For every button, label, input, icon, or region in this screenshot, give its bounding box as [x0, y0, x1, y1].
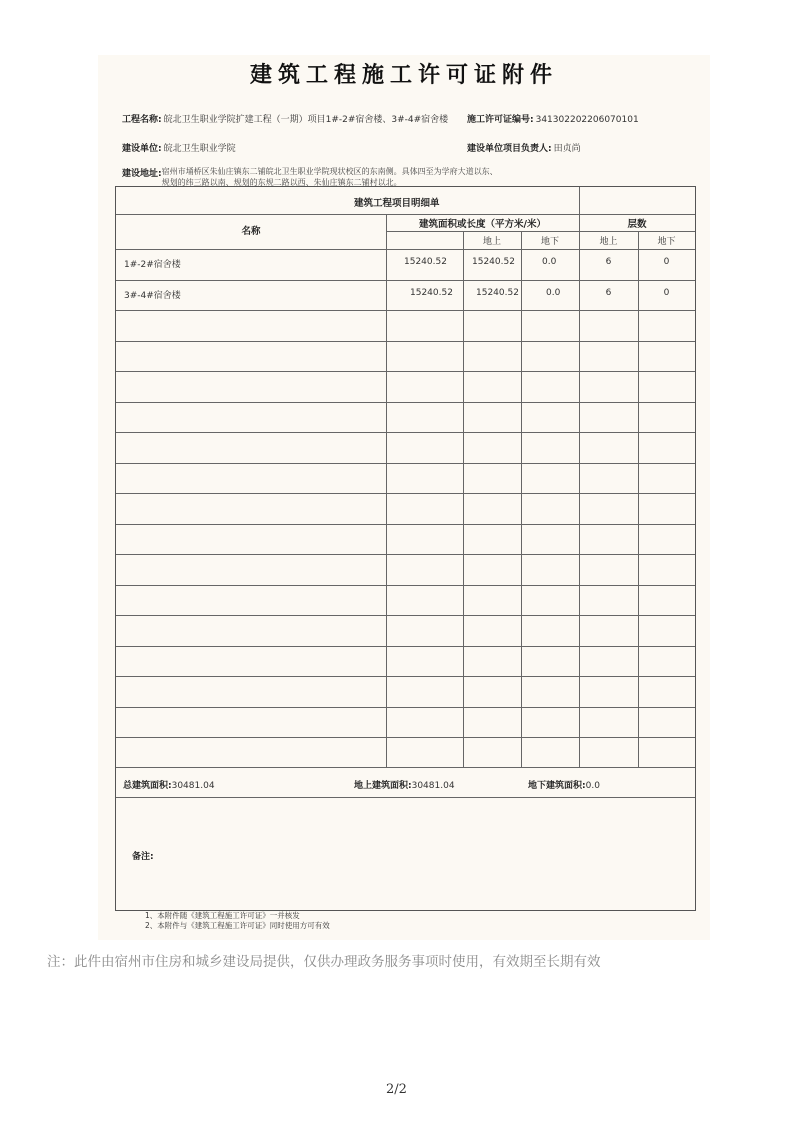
grid-line: [116, 615, 695, 616]
below-area: [528, 778, 600, 791]
grid-line: [116, 463, 695, 464]
total-area: [123, 778, 215, 791]
row1-name: 1#-2#宿舍楼: [124, 260, 181, 270]
address-value: 宿州市埇桥区朱仙庄镇东二铺皖北卫生职业学院现状校区的东南侧。具体四至为学府大道以东、规划的纬三路以南、规划的东规二路以西、朱仙庄镇东二铺村以北。: [161, 167, 498, 187]
grid-line: [116, 493, 695, 494]
grid-line: [116, 249, 695, 250]
row2-floors-above: 6: [605, 288, 612, 298]
grid-line: [116, 554, 695, 555]
total-area-label: 总建筑面积:: [123, 781, 172, 791]
grid-line: [463, 231, 464, 767]
address-label: 建设地址:: [122, 169, 162, 179]
total-area-value: 30481.04: [171, 781, 215, 791]
header-area: 建筑面积或长度（平方米/米）: [419, 219, 546, 230]
builder-label: 建设单位:: [122, 144, 162, 154]
document-title: 建筑工程施工许可证附件: [249, 62, 558, 88]
row1-total: 15240.52: [404, 257, 447, 267]
grid-line: [116, 646, 695, 647]
grid-line: [116, 676, 695, 677]
grid-line: [116, 310, 695, 311]
grid-line: [116, 585, 695, 586]
grid-line: [638, 231, 639, 767]
note-2: 2、本附件与《建筑工程施工许可证》同时使用方可有效: [145, 921, 330, 930]
permit-number-label: 施工许可证编号:: [467, 115, 534, 125]
grid-line: [116, 767, 695, 768]
above-area: [354, 778, 455, 791]
grid-line: [579, 187, 580, 767]
permit-number-value: 341302202206070101: [535, 115, 639, 125]
above-area-label: 地上建筑面积:: [354, 781, 412, 791]
grid-line: [116, 341, 695, 342]
grid-line: [116, 214, 695, 215]
grid-line: [116, 524, 695, 525]
builder-field: [122, 141, 236, 154]
above-area-value: 30481.04: [411, 781, 455, 791]
grid-line: [521, 231, 522, 767]
row2-below: 0.0: [546, 288, 561, 298]
grid-line: [116, 280, 695, 281]
project-manager-label: 建设单位项目负责人:: [467, 144, 552, 154]
grid-line: [116, 707, 695, 708]
header-floors-below: 地下: [657, 237, 676, 247]
row1-above: 15240.52: [472, 257, 515, 267]
project-name-value: 皖北卫生职业学院扩建工程（一期）项目1#-2#宿舍楼、3#-4#宿舍楼: [163, 115, 449, 125]
notes: [145, 911, 330, 931]
project-manager-field: [467, 141, 581, 154]
footnote: 注：此件由宿州市住房和城乡建设局提供，仅供办理政务服务事项时使用，有效期至长期有效: [47, 954, 601, 970]
detail-table: [115, 186, 696, 911]
row2-floors-below: 0: [663, 288, 670, 298]
header-area-below: 地下: [540, 237, 559, 247]
row1-below: 0.0: [542, 257, 557, 267]
row1-floors-below: 0: [663, 257, 670, 267]
table-caption: 建筑工程项目明细单: [354, 198, 440, 209]
project-name-field: [122, 112, 448, 125]
row2-total: 15240.52: [410, 288, 453, 298]
permit-number-field: [467, 112, 639, 125]
grid-line: [116, 371, 695, 372]
grid-line: [116, 797, 695, 798]
note-1: 1、本附件随《建筑工程施工许可证》一并核发: [145, 911, 300, 920]
grid-line: [116, 402, 695, 403]
row2-above: 15240.52: [476, 288, 519, 298]
header-name: 名称: [241, 226, 261, 237]
header-floors: 层数: [627, 219, 647, 230]
row1-floors-above: 6: [605, 257, 612, 267]
below-area-value: 0.0: [585, 781, 600, 791]
remarks-label: 备注:: [132, 852, 154, 862]
grid-line: [386, 214, 387, 767]
header-floors-above: 地上: [599, 237, 618, 247]
below-area-label: 地下建筑面积:: [528, 781, 586, 791]
page-number: 2/2: [386, 1082, 407, 1097]
address-field: [122, 166, 502, 188]
project-name-label: 工程名称:: [122, 115, 162, 125]
header-area-above: 地上: [482, 237, 501, 247]
grid-line: [386, 231, 695, 232]
row2-name: 3#-4#宿舍楼: [124, 291, 181, 301]
grid-line: [116, 737, 695, 738]
project-manager-value: 田贞尚: [553, 144, 581, 154]
grid-line: [116, 432, 695, 433]
builder-value: 皖北卫生职业学院: [163, 144, 236, 154]
